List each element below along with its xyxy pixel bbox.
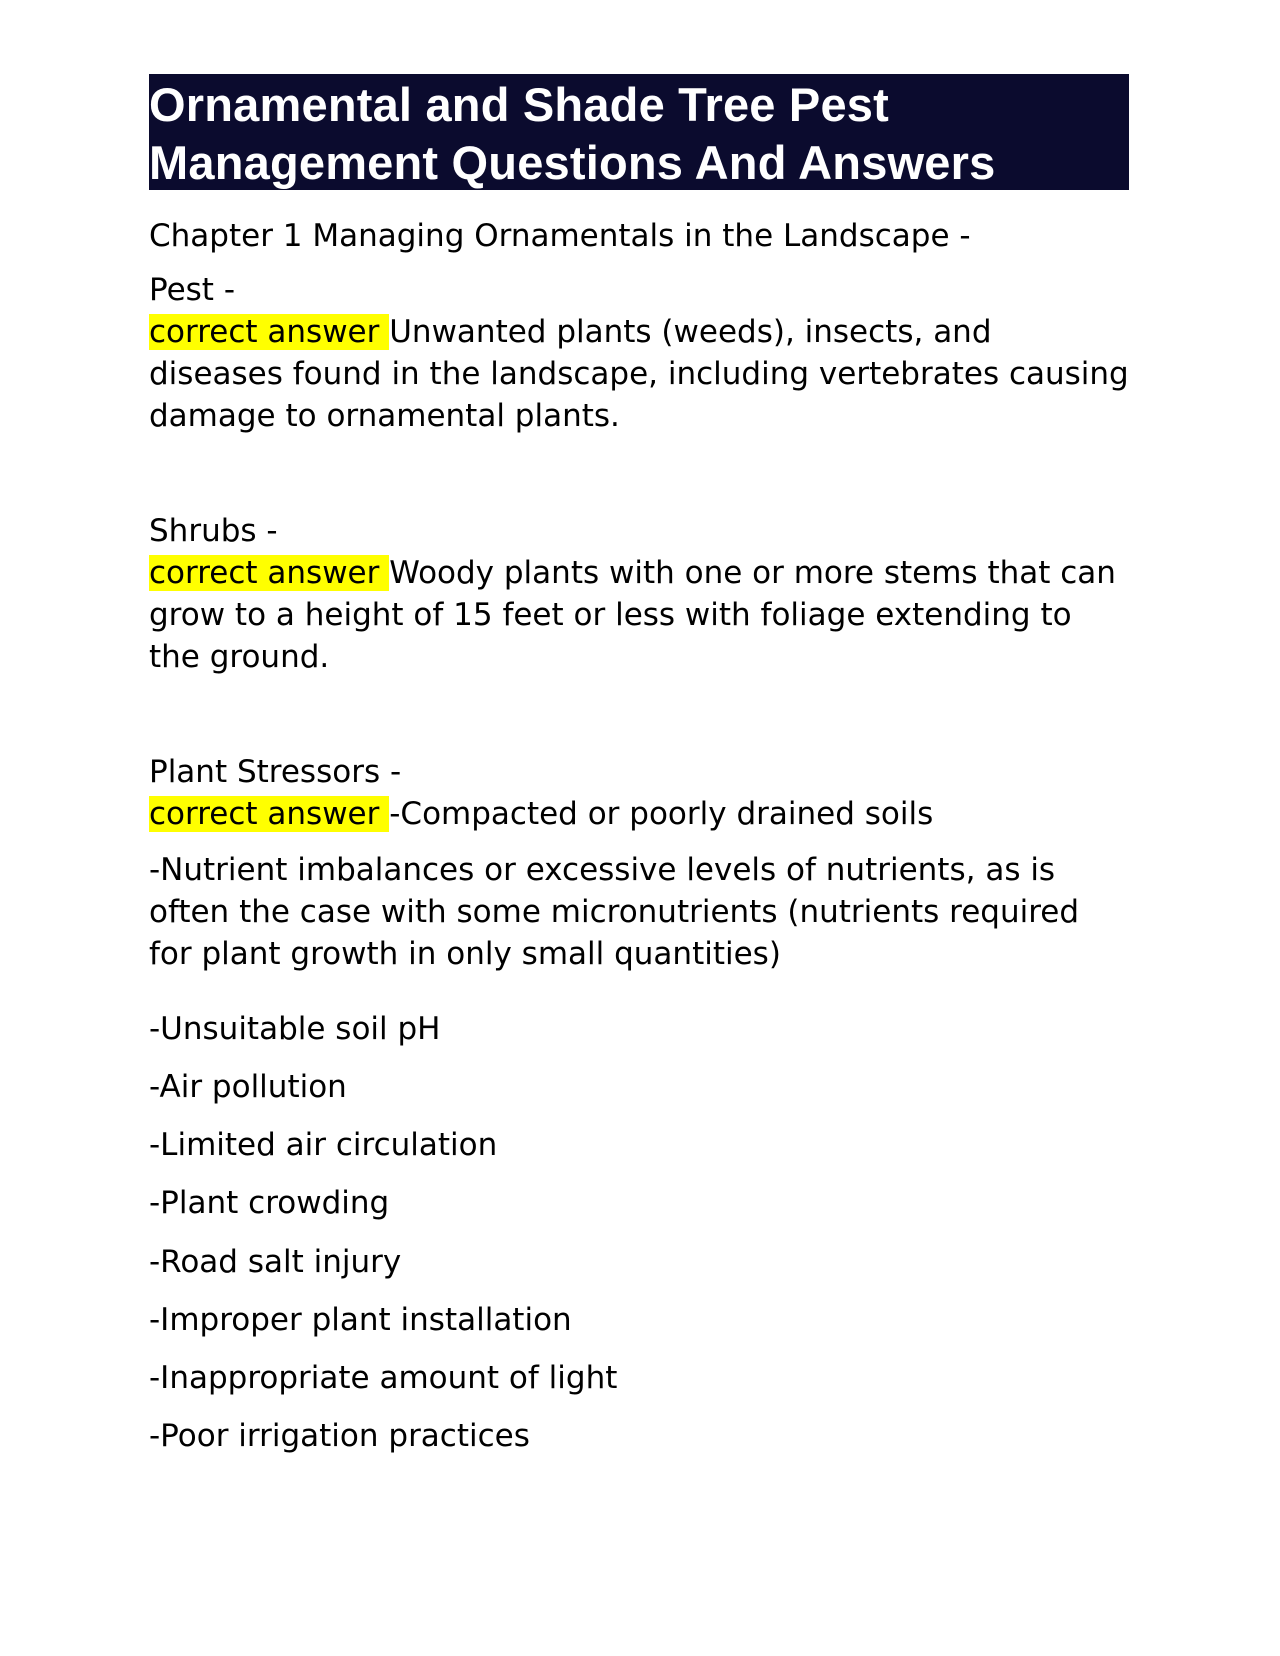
stressor-item: -Inappropriate amount of light bbox=[149, 1360, 618, 1396]
correct-answer-highlight: correct answer bbox=[149, 796, 390, 832]
stressor-item: -Poor irrigation practices bbox=[149, 1418, 530, 1454]
stressor-item: -Plant crowding bbox=[149, 1185, 390, 1221]
stressor-item: -Air pollution bbox=[149, 1069, 347, 1105]
answer-text bbox=[149, 552, 1129, 678]
chapter-heading: Chapter 1 Managing Ornamentals in the Landscape - bbox=[149, 218, 971, 254]
stressor-item: -Improper plant installation bbox=[149, 1302, 572, 1338]
stressor-item: -Road salt injury bbox=[149, 1244, 402, 1280]
answer-text bbox=[149, 793, 1129, 835]
document-page bbox=[149, 74, 1129, 1454]
question-label: Plant Stressors - bbox=[149, 754, 402, 790]
answer-body: Woody plants with one or more stems that can grow to a height of 15 feet or less with foliage extending to the ground. bbox=[149, 555, 1116, 675]
qa-item-plant-stressors bbox=[149, 751, 1129, 835]
answer-body: -Compacted or poorly drained soils bbox=[389, 796, 934, 832]
correct-answer-highlight: correct answer bbox=[149, 555, 390, 591]
stressor-item: -Nutrient imbalances or excessive levels of nutrients, as is often the case with some micronutrients (nutrients required for plant growth in only small quantities) bbox=[149, 852, 1080, 972]
stressor-item: -Limited air circulation bbox=[149, 1127, 498, 1163]
title-banner bbox=[149, 74, 1129, 190]
stressor-item: -Unsuitable soil pH bbox=[149, 1011, 441, 1047]
correct-answer-highlight: correct answer bbox=[149, 314, 390, 350]
question-label: Shrubs - bbox=[149, 513, 278, 549]
qa-item-shrubs bbox=[149, 510, 1129, 678]
answer-text bbox=[149, 311, 1129, 437]
answer-body: Unwanted plants (weeds), insects, and diseases found in the landscape, including vertebrates causing damage to ornamental plants. bbox=[149, 314, 1129, 434]
question-label: Pest - bbox=[149, 272, 236, 308]
qa-item-pest bbox=[149, 269, 1129, 437]
document-title: Ornamental and Shade Tree Pest Management Questions And Answers bbox=[149, 78, 996, 189]
